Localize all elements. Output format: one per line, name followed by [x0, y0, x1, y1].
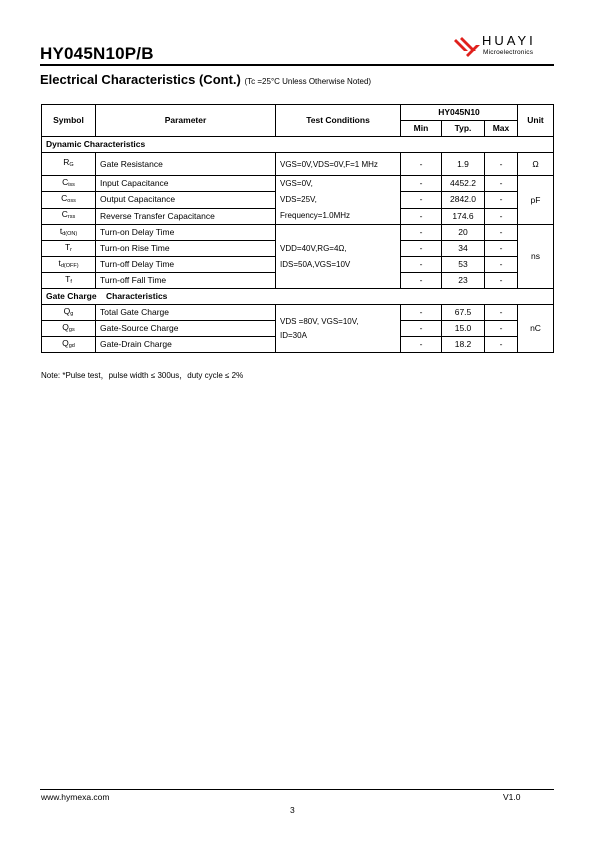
parameter-cell: Gate-Drain Charge	[96, 337, 276, 353]
parameter-cell: Turn-on Delay Time	[96, 225, 276, 241]
symbol-cell: $C_{oss}$	[42, 192, 96, 208]
min-cell: -	[401, 241, 442, 257]
parameter-cell: Turn-off Delay Time	[96, 257, 276, 273]
min-cell: -	[401, 208, 442, 224]
symbol-cell: $Q_g$	[42, 305, 96, 321]
max-cell: -	[485, 305, 518, 321]
typ-cell: 20	[442, 225, 485, 241]
min-cell: -	[401, 225, 442, 241]
max-cell: -	[485, 321, 518, 337]
condition-line: VDD=40V,RG=4Ω,	[280, 243, 347, 253]
symbol-cell: $t_{d(OFF)}$	[42, 257, 96, 273]
min-cell: -	[401, 337, 442, 353]
condition-cell: VGS=0V,VDS=0V,F=1 MHz	[276, 153, 401, 176]
parameter-cell: Turn-off Fall Time	[96, 273, 276, 289]
symbol-cell: $Q_{gd}$	[42, 337, 96, 353]
footer-version: V1.0	[503, 792, 521, 802]
unit-cell: nC	[518, 305, 554, 353]
min-cell: -	[401, 257, 442, 273]
characteristics-table	[41, 104, 554, 353]
header-symbol: Symbol	[42, 105, 96, 137]
unit-cell: ns	[518, 225, 554, 289]
section-title-text: Electrical Characteristics (Cont.)	[40, 72, 241, 87]
footer-url-link[interactable]: www.hymexa.com	[41, 792, 110, 802]
typ-cell: 67.5	[442, 305, 485, 321]
unit-cell: pF	[518, 176, 554, 225]
symbol-cell: $Q_{gs}$	[42, 321, 96, 337]
max-cell: -	[485, 241, 518, 257]
header-max: Max	[485, 121, 518, 137]
min-cell: -	[401, 176, 442, 192]
table-row	[42, 305, 554, 321]
page-number: 3	[290, 805, 295, 815]
unit-cell: Ω	[518, 153, 554, 176]
table-row	[42, 153, 554, 176]
min-cell: -	[401, 153, 442, 176]
header-unit: Unit	[518, 105, 554, 137]
pulse-test-note: Note: *Pulse test，pulse width ≤ 300us，duty cycle ≤ 2%	[41, 371, 244, 380]
typ-cell: 18.2	[442, 337, 485, 353]
condition-line: Frequency=1.0MHz	[280, 211, 351, 220]
part-number-title: HY045N10P/B	[40, 44, 154, 63]
symbol-cell: $t_{d(ON)}$	[42, 225, 96, 241]
symbol-cell: $T_r$	[42, 241, 96, 257]
max-cell: -	[485, 208, 518, 224]
parameter-cell: Gate Resistance	[96, 153, 276, 176]
condition-line: VGS=0V,	[280, 179, 313, 188]
typ-cell: 53	[442, 257, 485, 273]
condition-cell	[276, 305, 401, 353]
dynamic-section-title: Dynamic Characteristics	[42, 137, 554, 153]
symbol-cell: $C_{rss}$	[42, 208, 96, 224]
table-row	[42, 176, 554, 192]
max-cell: -	[485, 192, 518, 208]
min-cell: -	[401, 305, 442, 321]
typ-cell: 4452.2	[442, 176, 485, 192]
header-parameter: Parameter	[96, 105, 276, 137]
parameter-cell: Total Gate Charge	[96, 305, 276, 321]
table-row	[42, 225, 554, 241]
company-logo	[454, 35, 558, 61]
logo-mark-icon	[454, 35, 482, 59]
max-cell: -	[485, 176, 518, 192]
typ-cell: 15.0	[442, 321, 485, 337]
min-cell: -	[401, 273, 442, 289]
typ-cell: 34	[442, 241, 485, 257]
header-min: Min	[401, 121, 442, 137]
parameter-cell: Output Capacitance	[96, 192, 276, 208]
symbol-cell: $C_{iss}$	[42, 176, 96, 192]
condition-note: (Tc =25°C Unless Otherwise Noted)	[244, 77, 372, 86]
logo-sub-text: Microelectronics	[483, 49, 534, 56]
typ-cell: 1.9	[442, 153, 485, 176]
typ-cell: 23	[442, 273, 485, 289]
parameter-cell: Gate-Source Charge	[96, 321, 276, 337]
max-cell: -	[485, 153, 518, 176]
condition-line: IDS=50A,VGS=10V	[280, 259, 351, 269]
parameter-cell: Input Capacitance	[96, 176, 276, 192]
gate-charge-section-title: Gate Charge Characteristics	[42, 289, 554, 305]
max-cell: -	[485, 337, 518, 353]
footer-divider	[40, 789, 554, 790]
header-typ: Typ.	[442, 121, 485, 137]
max-cell: -	[485, 225, 518, 241]
logo-brand-text: HUAYI	[482, 33, 536, 48]
section-title	[40, 72, 371, 87]
typ-cell: 2842.0	[442, 192, 485, 208]
condition-cell	[276, 225, 401, 289]
typ-cell: 174.6	[442, 208, 485, 224]
min-cell: -	[401, 321, 442, 337]
header-divider	[40, 64, 554, 66]
max-cell: -	[485, 257, 518, 273]
max-cell: -	[485, 273, 518, 289]
condition-line: ID=30A	[280, 330, 307, 340]
parameter-cell: Turn-on Rise Time	[96, 241, 276, 257]
header-device: HY045N10	[401, 105, 518, 121]
parameter-cell: Reverse Transfer Capacitance	[96, 208, 276, 224]
condition-cell	[276, 176, 401, 225]
min-cell: -	[401, 192, 442, 208]
condition-line: VDS=25V,	[280, 195, 317, 204]
header-test-conditions: Test Conditions	[276, 105, 401, 137]
symbol-cell: $R_G$	[42, 153, 96, 176]
condition-line: VDS =80V, VGS=10V,	[280, 316, 359, 326]
symbol-cell: $T_f$	[42, 273, 96, 289]
